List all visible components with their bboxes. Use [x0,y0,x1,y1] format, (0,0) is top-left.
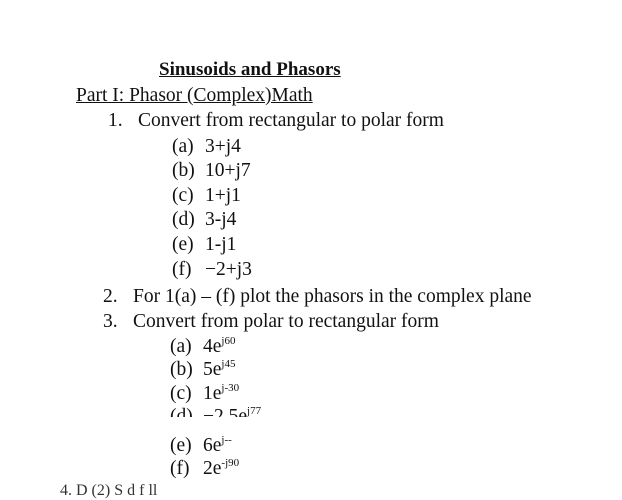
item-base: 5e [203,359,222,380]
item-label: (b) [170,359,193,380]
item-expression: 3+j4 [205,136,241,157]
item-expression: 3-j4 [205,209,237,230]
item-base: 1e [203,383,222,404]
polar-item-b [170,358,235,382]
item-label: (b) [172,160,195,181]
item-exponent: j45 [221,358,236,370]
cut-off-footer-line: 4. D (2) S d f ll [60,482,158,499]
item-expression: −2+j3 [205,259,252,280]
item-exponent: j-- [221,434,232,446]
question-2 [103,285,532,309]
item-label: (c) [170,383,192,404]
item-base: 2e [203,458,222,479]
rect-item-b [172,159,251,183]
question-number: 3. [103,311,118,332]
item-label: (e) [172,234,194,255]
item-label: (a) [170,336,192,357]
item-base: 6e [203,435,222,456]
scan-fold [0,417,622,433]
item-label: (f) [170,458,190,479]
polar-item-e [170,434,232,458]
rect-item-c [172,184,241,208]
item-expression: 10+j7 [205,160,251,181]
item-label: (f) [172,259,192,280]
document-title: Sinusoids and Phasors [159,59,341,80]
question-3 [103,310,439,334]
item-exponent: -j90 [221,457,240,469]
item-exponent: j77 [247,405,262,417]
polar-item-f [170,457,239,481]
item-exponent: j-30 [221,382,240,394]
question-text: For 1(a) – (f) plot the phasors in the complex plane [133,286,532,307]
polar-item-a [170,335,235,359]
item-expression: 1-j1 [205,234,237,255]
part-heading: Part I: Phasor (Complex)Math [76,85,313,106]
question-1 [108,109,444,133]
rect-item-a [172,135,241,159]
rect-item-f [172,258,252,282]
item-label: (e) [170,435,192,456]
item-label: (d) [172,209,195,230]
item-exponent: j60 [221,335,236,347]
rect-item-d [172,208,236,232]
question-number: 1. [108,110,123,131]
item-expression: 1+j1 [205,185,241,206]
question-number: 2. [103,286,118,307]
item-label: (a) [172,136,194,157]
item-label: (c) [172,185,194,206]
rect-item-e [172,233,236,257]
polar-item-c [170,382,239,406]
question-text: Convert from polar to rectangular form [133,311,439,332]
item-base: 4e [203,336,222,357]
question-text: Convert from rectangular to polar form [138,110,444,131]
